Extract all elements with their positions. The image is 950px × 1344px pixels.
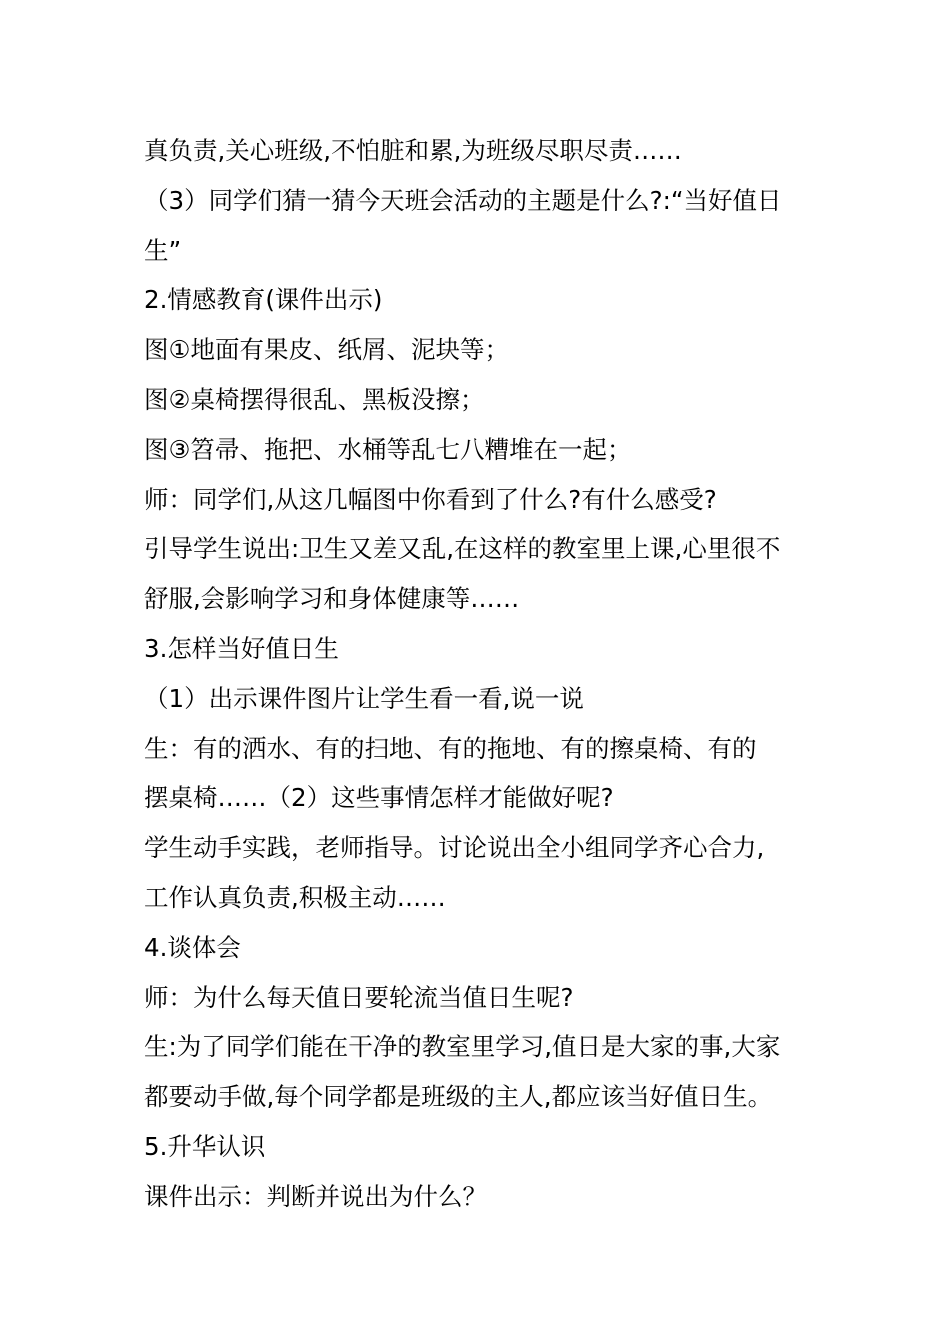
text-line: 生:为了同学们能在干净的教室里学习,值日是大家的事,大家 — [144, 1032, 781, 1062]
section-heading: 4.谈体会 — [144, 932, 241, 962]
text-line: 图①地面有果皮、纸屑、泥块等； — [144, 335, 509, 365]
text-line: 舒服,会影响学习和身体健康等…… — [144, 584, 520, 614]
text-line: 学生动手实践，老师指导。讨论说出全小组同学齐心合力, — [144, 833, 765, 863]
section-heading: 2.情感教育(课件出示) — [144, 285, 383, 315]
text-line: 工作认真负责,积极主动…… — [144, 882, 446, 912]
text-line: 生：有的洒水、有的扫地、有的拖地、有的擦桌椅、有的 — [144, 733, 757, 763]
text-line: 摆桌椅……（2）这些事情怎样才能做好呢? — [144, 783, 614, 813]
text-line: 引导学生说出:卫生又差又乱,在这样的教室里上课,心里很不 — [144, 534, 781, 564]
text-line: （1）出示课件图片让学生看一看,说一说 — [144, 683, 584, 713]
text-line: 都要动手做,每个同学都是班级的主人,都应该当好值日生。 — [144, 1082, 773, 1112]
section-heading: 5.升华认识 — [144, 1131, 266, 1161]
section-heading: 3.怎样当好值日生 — [144, 633, 339, 663]
text-line: 真负责,关心班级,不怕脏和累,为班级尽职尽责…… — [144, 136, 682, 165]
text-line: 生” — [144, 235, 182, 265]
text-line: 图②桌椅摆得很乱、黑板没擦； — [144, 384, 485, 414]
text-line: 师：同学们,从这几幅图中你看到了什么?有什么感受? — [144, 484, 717, 514]
text-line: （3）同学们猜一猜今天班会活动的主题是什么?:“当好值日 — [144, 185, 782, 215]
text-line: 师：为什么每天值日要轮流当值日生呢? — [144, 982, 574, 1012]
text-line: 图③笤帚、拖把、水桶等乱七八糟堆在一起； — [144, 434, 632, 464]
text-line: 课件出示：判断并说出为什么？ — [144, 1181, 487, 1211]
document-body — [144, 126, 810, 1222]
